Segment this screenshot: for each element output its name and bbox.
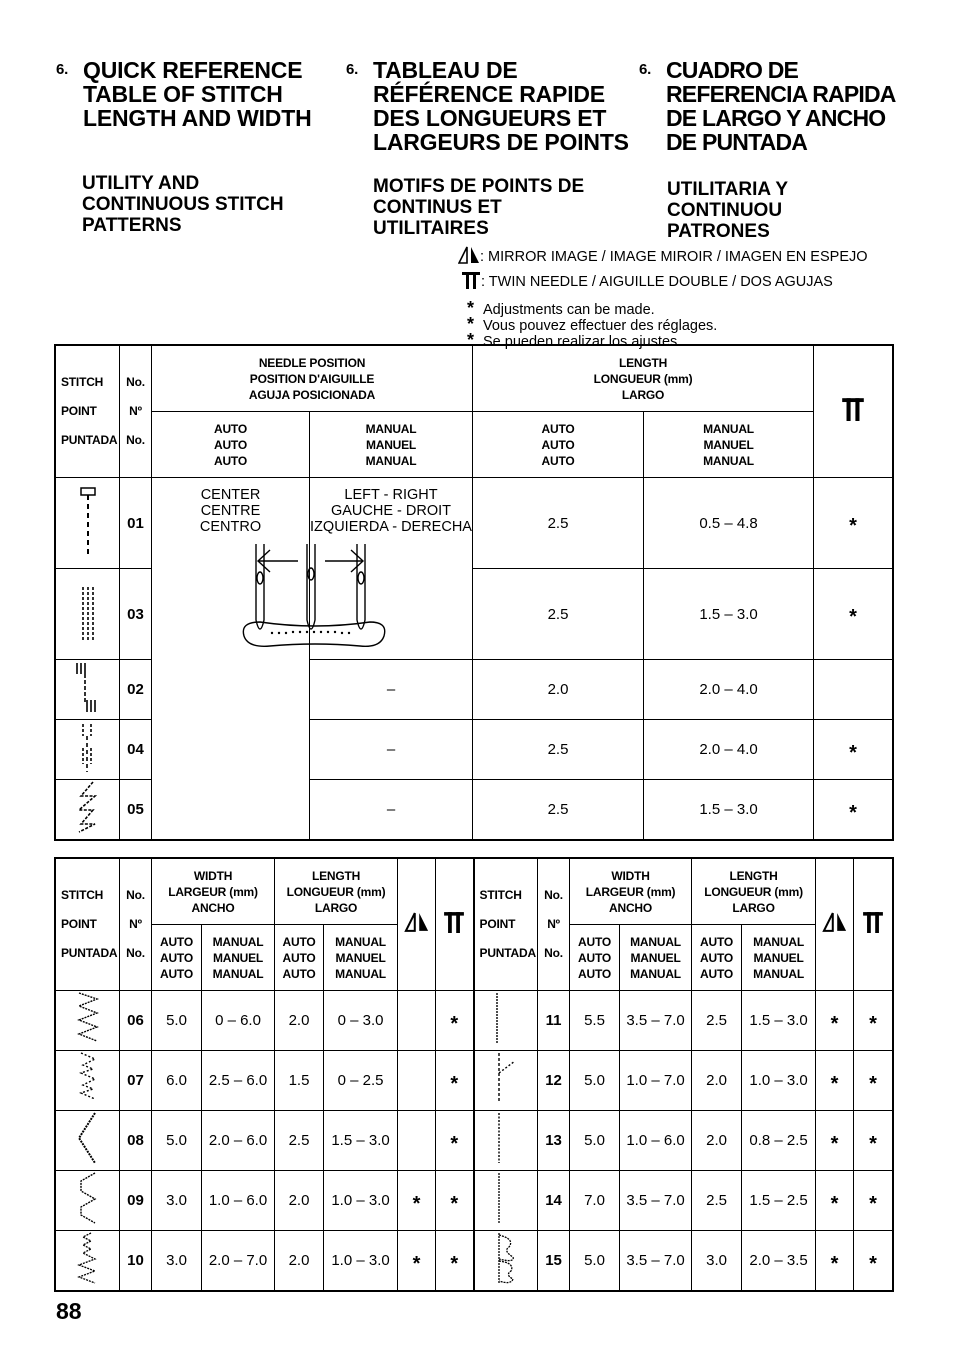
- width-manual: 3.5 – 7.0: [620, 1171, 692, 1231]
- length-auto: 2.0: [275, 1231, 324, 1291]
- twin-needle-mark: *: [854, 1111, 893, 1171]
- legend-note-fr: * Vous pouvez effectuer des réglages.: [467, 314, 718, 334]
- length-manual: 1.5 – 2.5: [742, 1171, 816, 1231]
- twin-needle-mark: *: [814, 720, 893, 780]
- width-auto: 5.5: [570, 991, 620, 1051]
- stitch-09-icon: [56, 1171, 120, 1231]
- subheading-english: UTILITY AND CONTINUOUS STITCH PATTERNS: [82, 173, 284, 236]
- length-manual: 0 – 3.0: [324, 991, 398, 1051]
- mirror-mark: *: [398, 1231, 436, 1291]
- header-length: LENGTH LONGUEUR (mm) LARGO: [275, 859, 398, 925]
- table-row: [56, 991, 893, 1051]
- length-auto: 2.0: [692, 1111, 742, 1171]
- header-needle-position: NEEDLE POSITION POSITION D'AIGUILLE AGUJA POSICIONADA: [152, 346, 473, 412]
- stitch-08-icon: [56, 1111, 120, 1171]
- header-length-manual: MANUAL MANUEL MANUAL: [742, 925, 816, 991]
- header-twin-needle: [854, 859, 893, 991]
- header-mirror: [398, 859, 436, 991]
- width-manual: 0 – 6.0: [202, 991, 275, 1051]
- stitch-04-icon: [56, 720, 120, 780]
- width-auto: 5.0: [152, 991, 202, 1051]
- stitch-13-icon: [474, 1111, 538, 1171]
- twin-needle-icon: [461, 271, 481, 289]
- stitch-14-icon: [474, 1171, 538, 1231]
- length-auto: 2.5: [473, 720, 644, 780]
- length-manual: 1.5 – 3.0: [742, 991, 816, 1051]
- stitch-number: 03: [120, 569, 152, 660]
- header-twin-needle: [814, 346, 893, 478]
- header-width-auto: AUTO AUTO AUTO: [152, 925, 202, 991]
- stitch-15-icon: [474, 1231, 538, 1291]
- twin-needle-mark: *: [436, 1051, 474, 1111]
- table-row: [56, 1051, 893, 1111]
- length-auto: 3.0: [692, 1231, 742, 1291]
- stitch-number: 08: [120, 1111, 152, 1171]
- stitch-number: 14: [538, 1171, 570, 1231]
- width-manual: 3.5 – 7.0: [620, 991, 692, 1051]
- length-auto: 2.0: [692, 1051, 742, 1111]
- header-len-auto: AUTO AUTO AUTO: [473, 412, 644, 478]
- legend-twin: : TWIN NEEDLE / AIGUILLE DOUBLE / DOS AGUJAS: [461, 271, 833, 290]
- twin-needle-mark: *: [854, 1171, 893, 1231]
- stitch-number: 05: [120, 780, 152, 840]
- length-auto: 2.5: [473, 478, 644, 569]
- stitch-number: 09: [120, 1171, 152, 1231]
- width-auto: 7.0: [570, 1171, 620, 1231]
- length-manual: 0 – 2.5: [324, 1051, 398, 1111]
- subheading-french: MOTIFS DE POINTS DE CONTINUS ET UTILITAIRES: [373, 176, 585, 239]
- stitch-number: 04: [120, 720, 152, 780]
- twin-needle-mark: *: [854, 1051, 893, 1111]
- length-manual: 1.5 – 3.0: [324, 1111, 398, 1171]
- header-no: No. Nº No.: [120, 346, 152, 478]
- stitch-02-icon: [56, 660, 120, 720]
- twin-needle-mark: *: [436, 1171, 474, 1231]
- header-pos-manual: MANUAL MANUEL MANUAL: [310, 412, 473, 478]
- mirror-mark: [398, 991, 436, 1051]
- mirror-mark: *: [816, 1171, 854, 1231]
- header-width-auto: AUTO AUTO AUTO: [570, 925, 620, 991]
- header-stitch: STITCH POINT PUNTADA: [474, 859, 538, 991]
- twin-needle-mark: *: [854, 991, 893, 1051]
- position-auto-merged: CENTER CENTRE CENTRO: [152, 478, 310, 840]
- stitch-number: 10: [120, 1231, 152, 1291]
- length-auto: 2.0: [275, 1171, 324, 1231]
- twin-needle-mark: *: [814, 478, 893, 569]
- twin-needle-mark: *: [854, 1231, 893, 1291]
- mirror-image-icon: [458, 246, 480, 264]
- width-auto: 5.0: [570, 1231, 620, 1291]
- header-length: LENGTH LONGUEUR (mm) LARGO: [473, 346, 814, 412]
- stitch-06-icon: [56, 991, 120, 1051]
- stitch-table-straight: [55, 345, 893, 840]
- twin-needle-mark: *: [436, 991, 474, 1051]
- stitch-number: 15: [538, 1231, 570, 1291]
- heading-english-text: QUICK REFERENCE TABLE OF STITCH LENGTH AND WIDTH: [83, 57, 312, 131]
- header-no: No. Nº No.: [120, 859, 152, 991]
- stitch-01-icon: [56, 478, 120, 569]
- header-twin-needle: [436, 859, 474, 991]
- position-manual: –: [310, 720, 473, 780]
- width-manual: 1.0 – 6.0: [202, 1171, 275, 1231]
- width-manual: 2.0 – 7.0: [202, 1231, 275, 1291]
- twin-needle-mark: *: [436, 1111, 474, 1171]
- twin-needle-mark: *: [814, 780, 893, 840]
- length-manual: 1.5 – 3.0: [644, 569, 814, 660]
- stitch-number: 12: [538, 1051, 570, 1111]
- table-row: [56, 1111, 893, 1171]
- width-manual: 1.0 – 7.0: [620, 1051, 692, 1111]
- position-manual-merged: LEFT - RIGHT GAUCHE - DROIT IZQUIERDA - DERECHA: [310, 478, 473, 660]
- twin-needle-icon: [841, 397, 865, 421]
- table-row: [56, 1171, 893, 1231]
- mirror-mark: *: [816, 1051, 854, 1111]
- header-length-manual: MANUAL MANUEL MANUAL: [324, 925, 398, 991]
- header-length-auto: AUTO AUTO AUTO: [692, 925, 742, 991]
- header-stitch: STITCH POINT PUNTADA: [56, 346, 120, 478]
- length-manual: 0.5 – 4.8: [644, 478, 814, 569]
- heading-spanish-text: CUADRO DE REFERENCIA RAPIDA DE LARGO Y ANCHO DE PUNTADA: [666, 57, 896, 155]
- stitch-table-zigzag: [55, 858, 893, 1291]
- needle-position-illustration: [240, 540, 390, 652]
- mirror-mark: *: [398, 1171, 436, 1231]
- length-auto: 2.0: [473, 660, 644, 720]
- length-manual: 2.0 – 3.5: [742, 1231, 816, 1291]
- page-number: 88: [56, 1298, 82, 1324]
- heading-french-text: TABLEAU DE RÉFÉRENCE RAPIDE DES LONGUEURS ET LARGEURS DE POINTS: [373, 57, 629, 155]
- table-row: [56, 1231, 893, 1291]
- length-manual: 1.0 – 3.0: [324, 1231, 398, 1291]
- header-width: WIDTH LARGEUR (mm) ANCHO: [152, 859, 275, 925]
- position-manual: –: [310, 660, 473, 720]
- width-manual: 2.0 – 6.0: [202, 1111, 275, 1171]
- legend-note-en: * Adjustments can be made.: [467, 298, 655, 318]
- length-manual: 2.0 – 4.0: [644, 660, 814, 720]
- length-manual: 0.8 – 2.5: [742, 1111, 816, 1171]
- width-auto: 3.0: [152, 1231, 202, 1291]
- legend-note-es: * Se pueden realizar los ajustes.: [467, 330, 682, 350]
- header-len-manual: MANUAL MANUEL MANUAL: [644, 412, 814, 478]
- header-length: LENGTH LONGUEUR (mm) LARGO: [692, 859, 816, 925]
- position-manual: –: [310, 780, 473, 840]
- stitch-11-icon: [474, 991, 538, 1051]
- twin-needle-mark: *: [814, 569, 893, 660]
- stitch-10-icon: [56, 1231, 120, 1291]
- width-auto: 5.0: [570, 1111, 620, 1171]
- length-auto: 2.5: [473, 569, 644, 660]
- stitch-number: 01: [120, 478, 152, 569]
- stitch-03-icon: [56, 569, 120, 660]
- header-stitch: STITCH POINT PUNTADA: [56, 859, 120, 991]
- length-auto: 2.5: [473, 780, 644, 840]
- length-manual: 1.0 – 3.0: [742, 1051, 816, 1111]
- width-auto: 5.0: [152, 1111, 202, 1171]
- length-auto: 2.5: [692, 1171, 742, 1231]
- stitch-number: 06: [120, 991, 152, 1051]
- header-no: No. Nº No.: [538, 859, 570, 991]
- length-auto: 1.5: [275, 1051, 324, 1111]
- stitch-number: 02: [120, 660, 152, 720]
- length-auto: 2.5: [275, 1111, 324, 1171]
- table-row: [56, 478, 893, 569]
- stitch-number: 13: [538, 1111, 570, 1171]
- header-width-manual: MANUAL MANUEL MANUAL: [620, 925, 692, 991]
- header-width: WIDTH LARGEUR (mm) ANCHO: [570, 859, 692, 925]
- mirror-mark: *: [816, 1231, 854, 1291]
- length-manual: 2.0 – 4.0: [644, 720, 814, 780]
- twin-needle-mark: *: [436, 1231, 474, 1291]
- header-pos-auto: AUTO AUTO AUTO: [152, 412, 310, 478]
- length-manual: 1.5 – 3.0: [644, 780, 814, 840]
- length-manual: 1.0 – 3.0: [324, 1171, 398, 1231]
- stitch-12-icon: [474, 1051, 538, 1111]
- mirror-mark: *: [816, 1111, 854, 1171]
- mirror-image-icon: [822, 912, 848, 932]
- subheading-spanish: UTILITARIA Y CONTINUOU PATRONES: [667, 179, 789, 242]
- twin-needle-icon: [862, 911, 884, 933]
- twin-needle-mark: [814, 660, 893, 720]
- width-manual: 2.5 – 6.0: [202, 1051, 275, 1111]
- length-auto: 2.5: [692, 991, 742, 1051]
- width-manual: 1.0 – 6.0: [620, 1111, 692, 1171]
- mirror-image-icon: [404, 912, 430, 932]
- stitch-07-icon: [56, 1051, 120, 1111]
- length-auto: 2.0: [275, 991, 324, 1051]
- mirror-mark: [398, 1051, 436, 1111]
- width-auto: 5.0: [570, 1051, 620, 1111]
- header-length-auto: AUTO AUTO AUTO: [275, 925, 324, 991]
- legend-mirror: : MIRROR IMAGE / IMAGE MIROIR / IMAGEN EN ESPEJO: [458, 246, 868, 265]
- twin-needle-icon: [443, 911, 465, 933]
- header-mirror: [816, 859, 854, 991]
- mirror-mark: [398, 1111, 436, 1171]
- stitch-05-icon: [56, 780, 120, 840]
- width-auto: 6.0: [152, 1051, 202, 1111]
- width-manual: 3.5 – 7.0: [620, 1231, 692, 1291]
- header-width-manual: MANUAL MANUEL MANUAL: [202, 925, 275, 991]
- stitch-number: 11: [538, 991, 570, 1051]
- width-auto: 3.0: [152, 1171, 202, 1231]
- stitch-number: 07: [120, 1051, 152, 1111]
- mirror-mark: *: [816, 991, 854, 1051]
